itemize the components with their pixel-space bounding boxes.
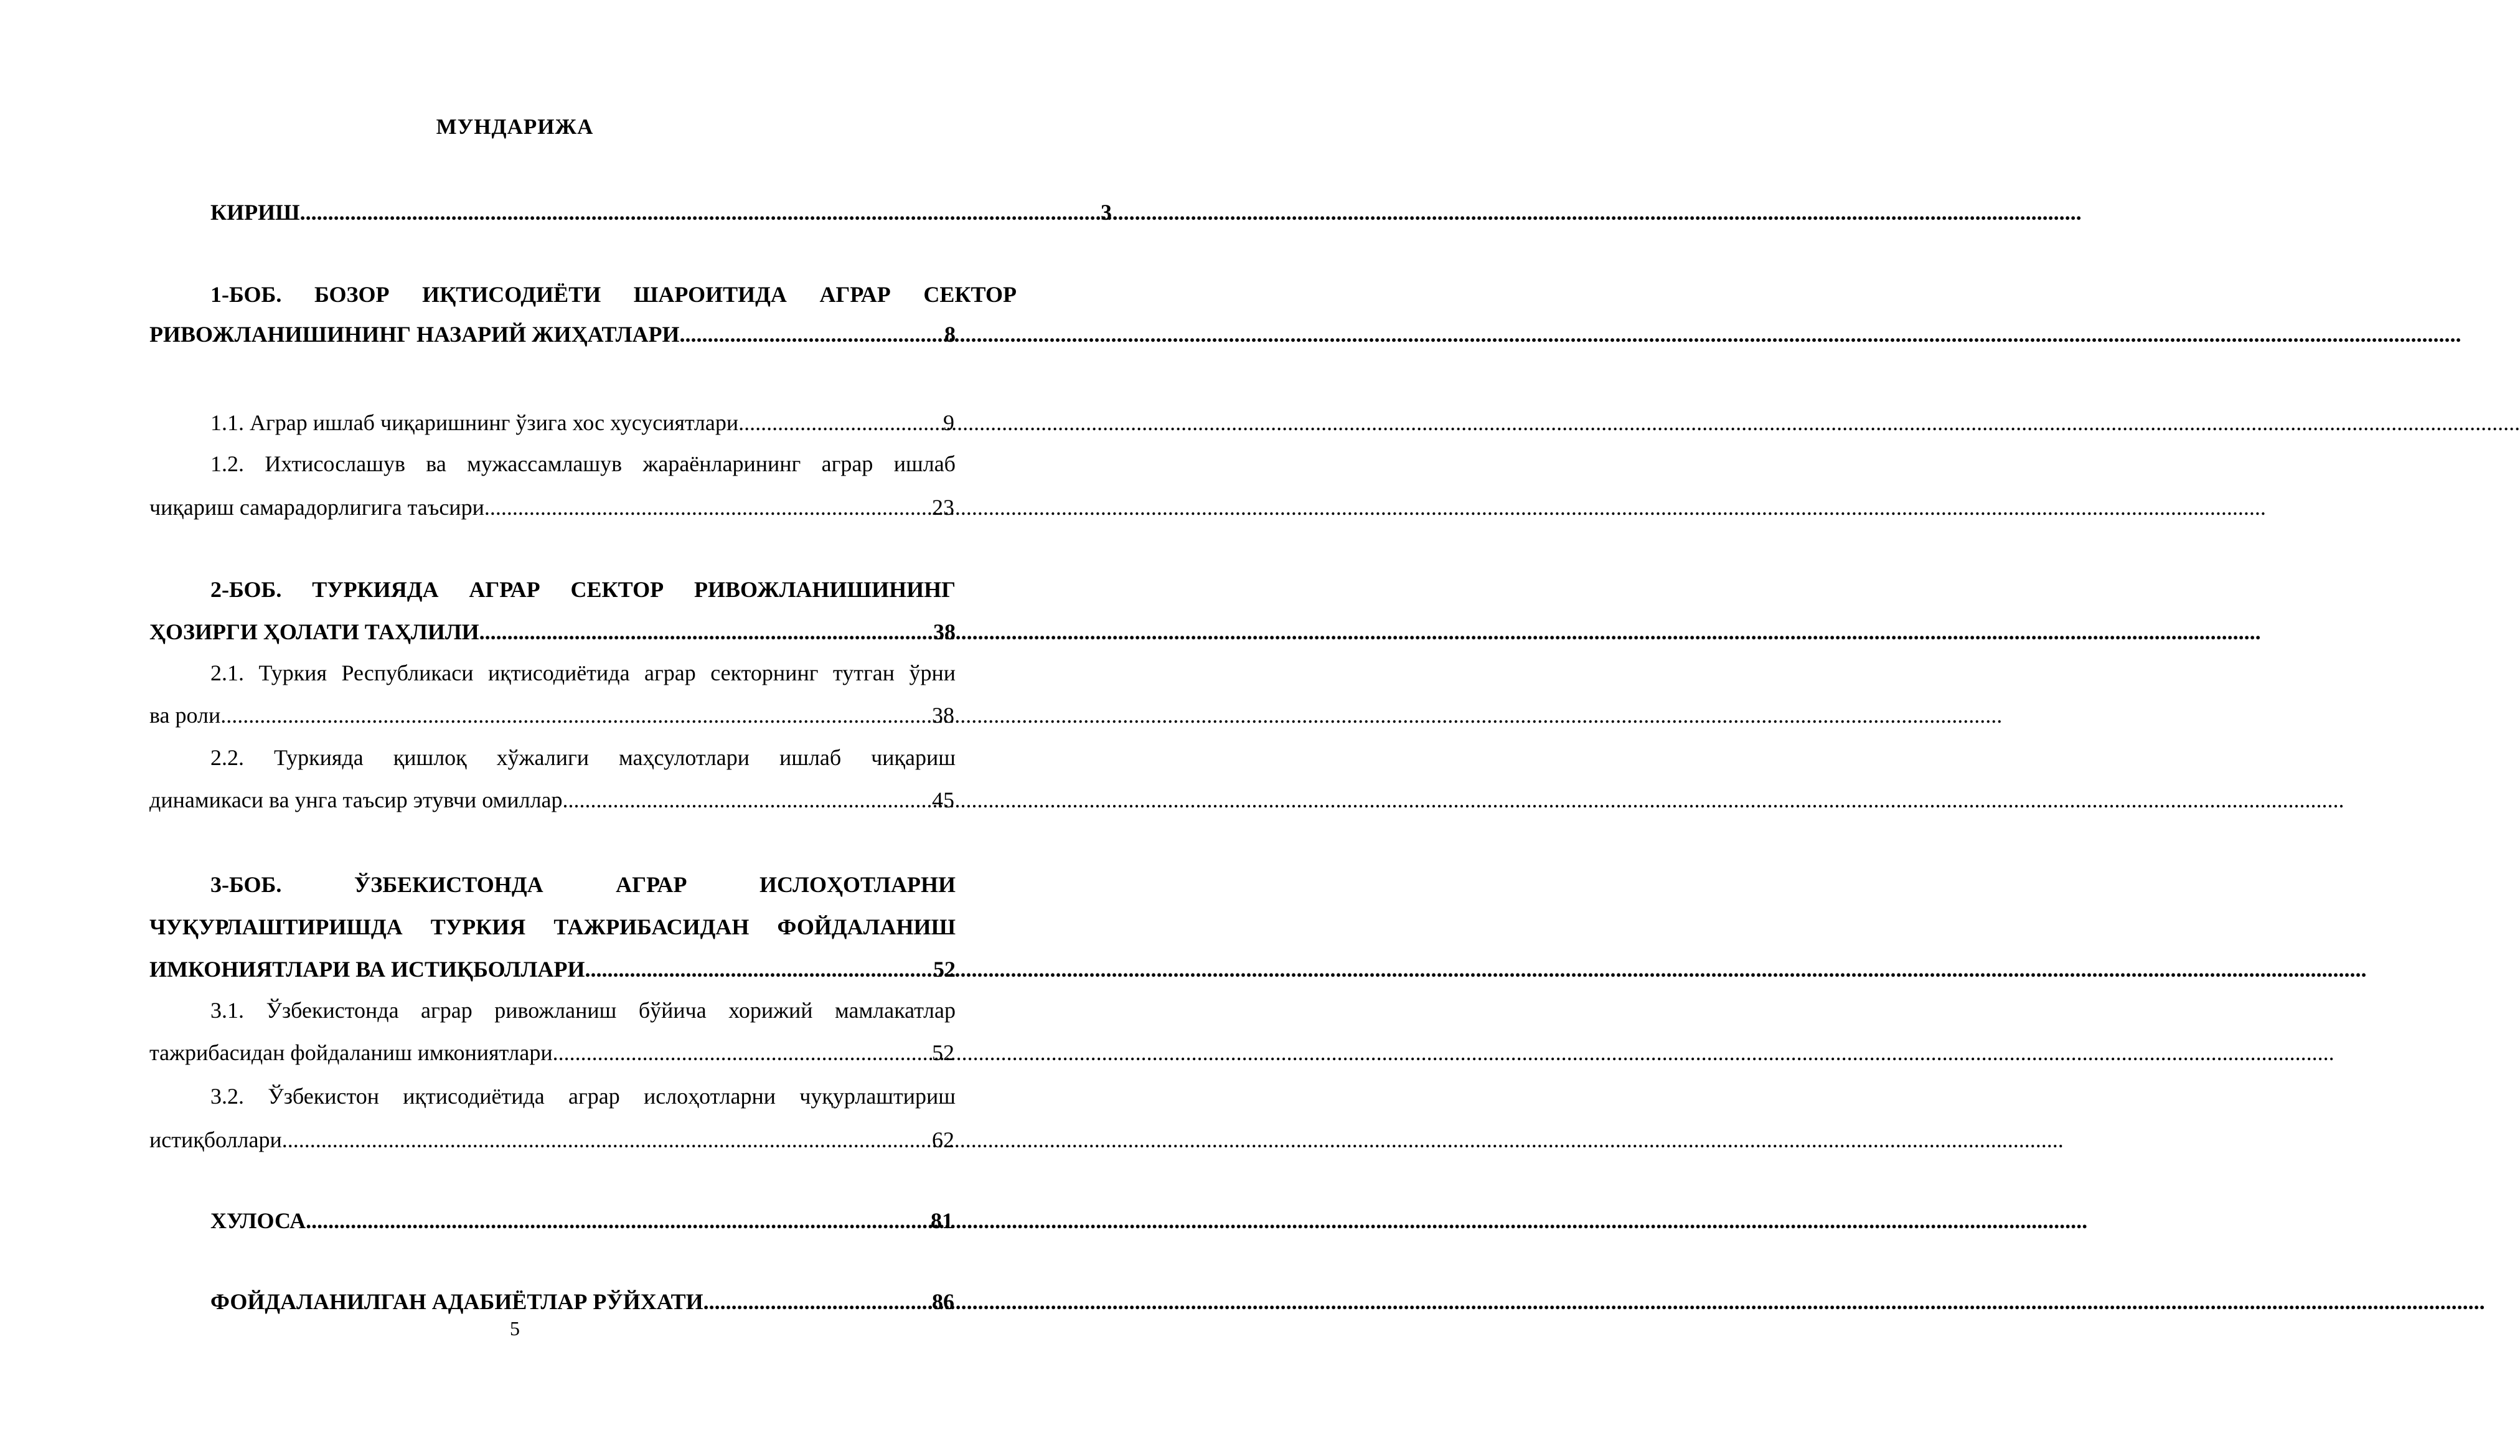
toc-section-2-2-line-1: 2.2. Туркияда қишлоқ хўжалиги маҳсулотлари ишлаб чиқариш [210,745,956,770]
toc-section-1-2-line-2 [149,492,954,523]
toc-page-number: 9 [943,410,954,435]
toc-page-number: 52 [933,957,956,982]
toc-page-number: 38 [932,703,954,728]
toc-entry-text: динамикаси ва унга таъсир этувчи омиллар [149,787,563,812]
page-title: МУНДАРИЖА [436,115,594,139]
toc-chapter-3-line-1: 3-БОБ. ЎЗБЕКИСТОНДА АГРАР ИСЛОҲОТЛАРНИ [210,872,956,897]
dot-leader [563,784,932,815]
toc-entry-text: истиқболлари [149,1127,282,1152]
toc-page-number: 86 [932,1289,954,1314]
toc-section-3-2-line-2 [149,1124,954,1155]
toc-entry-text: чиқариш самарадорлигига таъсири [149,495,484,520]
toc-entry-text: ҲОЗИРГИ ҲОЛАТИ ТАҲЛИЛИ [149,619,479,644]
toc-page-number: 38 [933,619,956,644]
dot-leader [703,1286,932,1317]
toc-entry-intro [210,197,1112,228]
toc-chapter-2-line-2 [149,616,956,647]
toc-entry-text: КИРИШ [210,200,300,225]
dot-leader [553,1037,932,1068]
toc-entry-text: 1.1. Аграр ишлаб чиқаришнинг ўзига хос хусусиятлари [210,410,739,435]
toc-entry-conclusion [210,1205,953,1236]
toc-page-number: 81 [931,1208,953,1233]
dot-leader [479,616,933,647]
toc-section-3-1-line-1: 3.1. Ўзбекистонда аграр ривожланиш бўйича хорижий мамлакатлар [210,998,956,1023]
toc-page-number: 23 [932,495,954,520]
toc-section-2-1-line-1: 2.1. Туркия Республикаси иқтисодиётида аграр секторнинг тутган ўрни [210,660,956,685]
toc-page-number: 52 [932,1040,954,1065]
dot-leader [220,700,932,731]
toc-section-3-2-line-1: 3.2. Ўзбекистон иқтисодиётида аграр ислоҳотларни чуқурлаштириш [210,1084,956,1109]
toc-chapter-1-line-2 [149,319,956,350]
dot-leader [306,1205,931,1236]
dot-leader [282,1124,932,1155]
toc-page-number: 45 [932,787,954,812]
toc-section-1-2-line-1: 1.2. Ихтисослашув ва мужассамлашув жараёнларининг аграр ишлаб [210,451,956,476]
toc-section-2-2-line-2 [149,784,954,815]
dot-leader [738,407,943,438]
dot-leader [484,492,932,523]
toc-chapter-2-line-1: 2-БОБ. ТУРКИЯДА АГРАР СЕКТОР РИВОЖЛАНИШИНИНГ [210,577,956,602]
toc-page-number: 62 [932,1127,954,1152]
toc-entry-text: ва роли [149,703,221,728]
toc-entry-text: ХУЛОСА [210,1208,306,1233]
document-page [0,0,1112,1456]
toc-entry-text: ИМКОНИЯТЛАРИ ВА ИСТИҚБОЛЛАРИ [149,957,585,982]
toc-section-3-1-line-2 [149,1037,954,1068]
toc-page-number: 3 [1101,200,1112,225]
toc-chapter-3-line-2: ЧУҚУРЛАШТИРИШДА ТУРКИЯ ТАЖРИБАСИДАН ФОЙДАЛАНИШ [149,914,956,939]
dot-leader [300,197,1101,228]
toc-section-2-1-line-2 [149,700,954,731]
page-number: 5 [510,1317,520,1340]
toc-entry-text: РИВОЖЛАНИШИНИНГ НАЗАРИЙ ЖИҲАТЛАРИ [149,322,680,347]
dot-leader [680,319,944,350]
toc-entry-text: тажрибасидан фойдаланиш имкониятлари [149,1040,553,1065]
toc-entry-references [210,1286,954,1317]
toc-section-1-1 [210,407,954,438]
toc-page-number: 8 [944,322,956,347]
toc-chapter-3-line-3 [149,954,956,985]
toc-chapter-1-line-1: 1-БОБ. БОЗОР ИҚТИСОДИЁТИ ШАРОИТИДА АГРАР СЕКТОР [210,282,1017,307]
dot-leader [585,954,934,985]
toc-entry-text: ФОЙДАЛАНИЛГАН АДАБИЁТЛАР РЎЙХАТИ [210,1289,703,1314]
